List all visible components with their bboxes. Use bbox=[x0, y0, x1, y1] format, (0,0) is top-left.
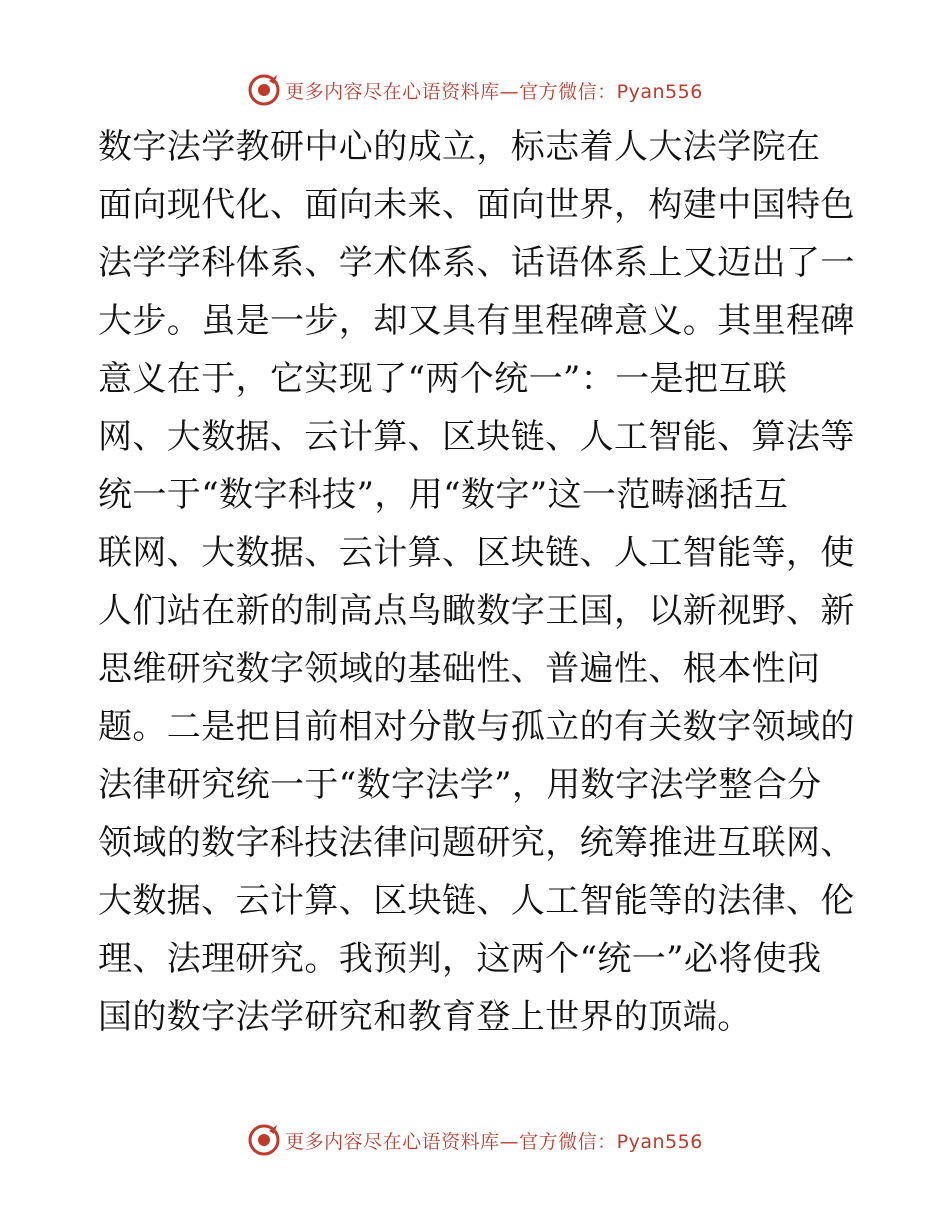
text-line: 思维研究数字领域的基础性、普遍性、根本性问 bbox=[98, 649, 821, 689]
text-line: 领域的数字科技法律问题研究，统筹推进互联网、 bbox=[98, 823, 855, 863]
text-line: 统一于“数字科技”，用“数字”这一范畴涵括互 bbox=[98, 475, 789, 515]
text-line: 联网、大数据、云计算、区块链、人工智能等，使 bbox=[98, 533, 855, 573]
header-banner bbox=[0, 70, 950, 110]
text-line: 人们站在新的制高点鸟瞰数字王国，以新视野、新 bbox=[98, 591, 855, 631]
seal-logo-icon bbox=[247, 1123, 281, 1157]
article-body bbox=[98, 118, 855, 1046]
text-line: 法律研究统一于“数字法学”，用数字法学整合分 bbox=[98, 765, 822, 805]
text-line: 题。二是把目前相对分散与孤立的有关数字领域的 bbox=[98, 707, 855, 747]
text-line: 大数据、云计算、区块链、人工智能等的法律、伦 bbox=[98, 881, 855, 921]
text-line: 面向现代化、面向未来、面向世界，构建中国特色 bbox=[98, 185, 855, 225]
text-line: 网、大数据、云计算、区块链、人工智能、算法等 bbox=[98, 417, 855, 457]
text-line: 数字法学教研中心的成立，标志着人大法学院在 bbox=[98, 127, 821, 167]
header-banner-text: 更多内容尽在心语资料库—官方微信：Pyan556 bbox=[285, 80, 703, 103]
text-line: 意义在于，它实现了“两个统一”：一是把互联 bbox=[98, 359, 788, 399]
text-line: 法学学科体系、学术体系、话语体系上又迈出了一 bbox=[98, 243, 855, 283]
footer-banner-text: 更多内容尽在心语资料库—官方微信：Pyan556 bbox=[285, 1130, 703, 1153]
text-line: 理、法理研究。我预判，这两个“统一”必将使我 bbox=[98, 939, 822, 979]
seal-logo-icon bbox=[247, 73, 281, 107]
text-line: 大步。虽是一步，却又具有里程碑意义。其里程碑 bbox=[98, 301, 855, 341]
text-line: 国的数字法学研究和教育登上世界的顶端。 bbox=[98, 997, 752, 1037]
footer-banner bbox=[0, 1120, 950, 1160]
